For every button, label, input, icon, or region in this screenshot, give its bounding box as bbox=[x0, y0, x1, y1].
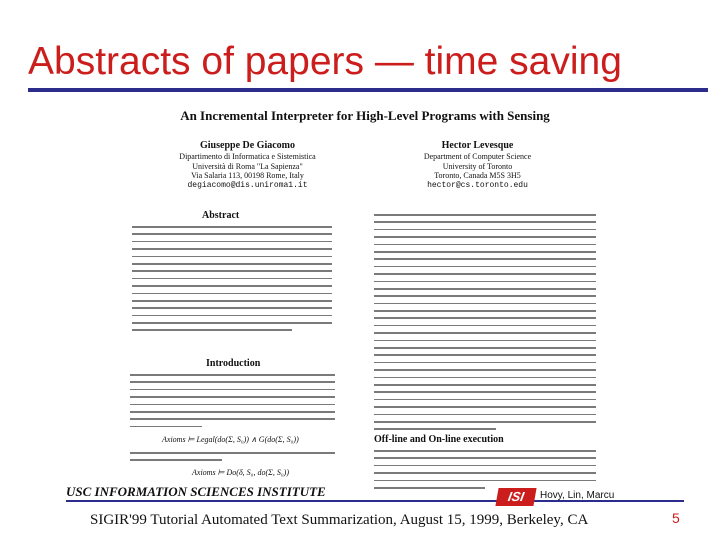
footer-authors: Hovy, Lin, Marcu bbox=[540, 490, 615, 501]
author-affiliation-line: Department of Computer Science bbox=[423, 152, 532, 161]
author-affiliation-line: Università di Roma "La Sapienza" bbox=[192, 161, 303, 171]
paper-title: An Incremental Interpreter for High-Level Programs with Sensing bbox=[180, 108, 550, 123]
title-divider bbox=[28, 88, 708, 92]
section-heading-offline: Off-line and On-line execution bbox=[374, 434, 504, 445]
page-number: 5 bbox=[672, 510, 680, 526]
footer-institute: USC INFORMATION SCIENCES INSTITUTE bbox=[66, 484, 326, 499]
author-email: hector@cs.toronto.edu bbox=[427, 180, 528, 190]
section-heading-abstract: Abstract bbox=[202, 210, 240, 221]
introduction-text-lines-2 bbox=[130, 452, 335, 467]
author-block-1 bbox=[145, 140, 350, 190]
section-heading-introduction: Introduction bbox=[206, 358, 261, 369]
author-block-2 bbox=[375, 140, 580, 190]
formula-do: Axioms ⊨ Do(δ, S₀, do(Σ, S₀)) bbox=[192, 468, 289, 477]
author-affiliation-line: Via Salaria 113, 00198 Rome, Italy bbox=[191, 171, 304, 180]
author-name: Hector Levesque bbox=[441, 140, 514, 151]
isi-logo: ISI bbox=[495, 488, 536, 506]
footer-event: SIGIR'99 Tutorial Automated Text Summarization, August 15, 1999, Berkeley, CA bbox=[90, 512, 589, 528]
formula-legal: Axioms ⊨ Legal(do(Σ, S₀)) ∧ G(do(Σ, S₀)) bbox=[162, 435, 299, 444]
introduction-text-lines bbox=[130, 374, 335, 433]
author-affiliation-line: Toronto, Canada M5S 3H5 bbox=[434, 171, 521, 180]
abstract-text-lines bbox=[132, 226, 332, 337]
right-column-text-lines bbox=[374, 214, 596, 436]
author-affiliation-line: University of Toronto bbox=[442, 161, 513, 171]
author-affiliation-line: Dipartimento di Informatica e Sistemistica bbox=[179, 152, 316, 161]
slide-title: Abstracts of papers — time saving bbox=[28, 40, 622, 83]
author-email: degiacomo@dis.uniroma1.it bbox=[187, 180, 308, 190]
offline-text-lines bbox=[374, 450, 596, 494]
paper-page-image bbox=[130, 108, 600, 480]
author-name: Giuseppe De Giacomo bbox=[200, 140, 295, 151]
